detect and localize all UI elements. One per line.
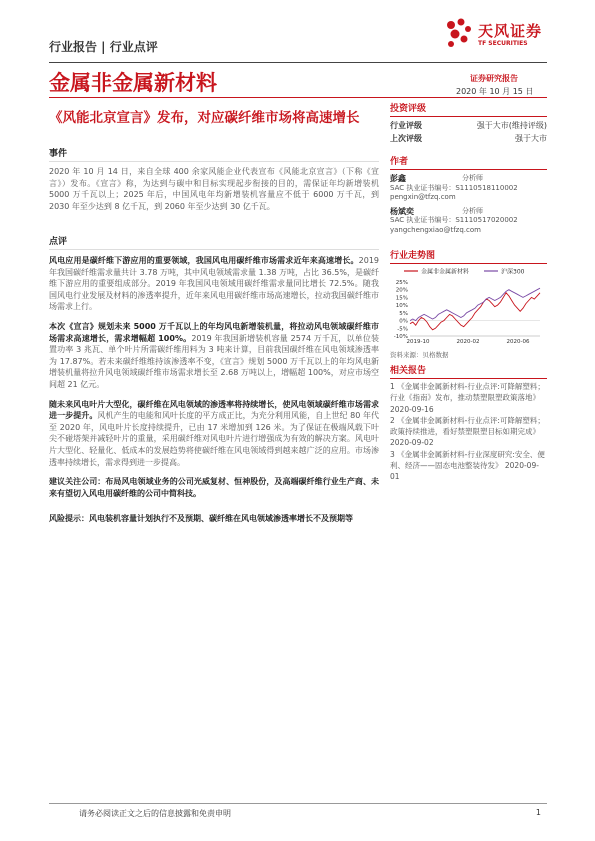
related-title: 相关报告 xyxy=(390,366,427,376)
comment-section xyxy=(49,234,379,525)
p3-text: 风机产生的电能和风叶长度的平方成正比，为充分利用风能，自上世纪 80 年代至 2020 年，风电叶片长度持续提升，已由 17 米增加到 126 米。为了保证在极端风载下叶尖不碰塔架并减轻叶片的重量，采用碳纤维对风电叶片进行增强成为有效的解决方案。风电叶片大型化、轻量化、低成本的发展趋势将使碳纤维在风电领域得到越来越广泛的应用。市场渗透率持续增长，需求得到进一步提高。 xyxy=(49,411,380,467)
rating-box xyxy=(390,101,547,145)
p3-bold: 随未来风电叶片大型化，碳纤维在风电领域的渗透率将持续增长，使风电领域碳纤维市场需求进一步提升。 xyxy=(49,399,379,421)
series-line xyxy=(410,288,540,320)
y-tick-label: -10% xyxy=(393,334,408,340)
previous-rating-row xyxy=(390,132,547,145)
comment-paragraph-4 xyxy=(49,476,379,499)
legend-label: 沪深300 xyxy=(501,268,525,276)
author-email[interactable]: pengxin@tfzq.com xyxy=(390,193,456,201)
author-name: 杨斌奕 xyxy=(390,206,414,216)
page-number: 1 xyxy=(535,808,541,817)
author-card xyxy=(390,174,547,203)
p1-text: 2019 年我国碳纤维需求量共计 3.78 万吨，其中风电领域需求量 1.38 万吨，占比 36.5%，是碳纤维下游应用的重要组成部分。2019 年我国风电领域用碳纤维需求量同比增长 72.5%。随我国风电行业发展及材料的渗透率提升，近年来风电用碳纤维市场高速增长，拉动我国碳纤维市场需求上行。 xyxy=(49,256,379,312)
y-tick-label: 15% xyxy=(395,295,408,302)
chart-title: 行业走势图 xyxy=(390,251,436,261)
comment-paragraph-3 xyxy=(49,399,379,469)
event-title: 事件 xyxy=(49,149,68,159)
footer-divider xyxy=(49,803,547,804)
legend-label: 金属非金属新材料 xyxy=(421,268,470,276)
related-item[interactable]: 2 《金属非金属新材料-行业点评:可降解塑料；政策持续推进，看好禁塑限塑目标如期完成》 2020-09-02 xyxy=(390,415,545,448)
authors-rule xyxy=(390,169,547,170)
headline: 《风能北京宣言》发布，对应碳纤维市场将高速增长 xyxy=(49,110,360,126)
logo-icon xyxy=(442,16,476,50)
risk-bold: 风险提示：风电装机容量计划执行不及预期、碳纤维在风电领域渗透率增长不及预期等 xyxy=(49,514,353,524)
author-cert: SAC 执业证书编号：S1110518110002 xyxy=(390,183,518,192)
x-tick-label: 2020-06 xyxy=(506,339,530,344)
rating-title: 投资评级 xyxy=(390,104,427,114)
series-line xyxy=(410,293,540,330)
author-card xyxy=(390,207,547,236)
comment-title: 点评 xyxy=(49,237,68,247)
authors-title: 作者 xyxy=(390,157,409,167)
title-divider xyxy=(49,97,547,98)
previous-rating-label: 上次评级 xyxy=(390,134,422,143)
risk-paragraph xyxy=(49,513,379,525)
related-item[interactable]: 1 《金属非金属新材料-行业点评:可降解塑料；行业《指南》发布，推动禁塑限塑政策落地》 2020-09-16 xyxy=(390,382,545,414)
rating-rule xyxy=(390,116,547,117)
logo-text: 天风证券 xyxy=(478,22,543,40)
related-reports xyxy=(390,363,547,483)
authors-box xyxy=(390,154,547,235)
y-tick-label: 5% xyxy=(399,310,408,317)
y-tick-label: 10% xyxy=(395,303,408,310)
industry-rating-row xyxy=(390,119,547,132)
y-tick-label: 20% xyxy=(395,287,408,294)
related-item[interactable]: 3 《金属非金属新材料-行业深度研究:安全、便利、经济——固态电池整装待发》 2020-09-01 xyxy=(390,449,545,482)
author-cert: SAC 执业证书编号：S1110517020002 xyxy=(390,216,518,224)
footer-disclaimer: 请务必阅读正文之后的信息披露和免责申明 xyxy=(79,809,231,818)
header-divider xyxy=(49,62,547,63)
y-tick-label: 0% xyxy=(399,318,408,325)
footer xyxy=(49,808,547,819)
industry-rating-label: 行业评级 xyxy=(390,121,422,130)
trend-chart-box xyxy=(390,248,547,359)
y-tick-label: -5% xyxy=(397,326,408,333)
comment-paragraph-1 xyxy=(49,255,379,313)
event-rule xyxy=(49,161,379,162)
related-rule xyxy=(390,378,547,379)
x-tick-label: 2020-02 xyxy=(456,339,480,344)
report-category: 行业报告 | 行业点评 xyxy=(49,40,158,54)
event-section xyxy=(49,146,379,212)
x-tick-label: 2019-10 xyxy=(406,339,430,344)
p4-bold: 建议关注公司：布局风电领域业务的公司光威复材、恒神股份，及高端碳纤维行业生产商、未来有望切入风电用碳纤维的公司中简科技。 xyxy=(49,477,379,498)
author-email[interactable]: yangchengxiao@tfzq.com xyxy=(390,225,481,234)
author-role: 分析师 xyxy=(462,206,483,215)
comment-paragraph-2 xyxy=(49,321,379,391)
logo-subtext: TF SECURITIES xyxy=(478,40,528,47)
report-type: 证券研究报告 xyxy=(470,74,518,83)
p2-bold: 本次《宣言》规划未来 5000 万千瓦以上的年均风电新增装机量，将拉动风电领域碳纤维市场需求高速增长，需求增幅超 100%。 xyxy=(49,321,379,343)
y-tick-label: 25% xyxy=(395,280,408,286)
event-paragraph: 2020 年 10 月 14 日，来自全球 400 余家风能企业代表宣布《风能北京宣言》（下称《宣言》）发布。《宣言》称，为达到与碳中和目标实现起步衔接的目的，需保证年均新增装机 5000 万千瓦以上；2025 年后，中国风电年均新增装机容量应不低于 6000 万千瓦，到 2030 年至少达到 8 亿千瓦，到 2060 年至少达到 30 亿千瓦。 xyxy=(49,167,379,211)
comment-rule xyxy=(49,249,379,250)
p1-bold: 风电应用是碳纤维下游应用的重要领域，我国风电用碳纤维市场需求近年来高速增长。 xyxy=(49,256,359,265)
sector-title: 金属非金属新材料 xyxy=(49,71,217,95)
trend-chart xyxy=(390,264,547,344)
industry-rating-value: 强于大市(维持评级) xyxy=(476,121,547,130)
p2-text: 2019 年我国新增装机容量 2574 万千瓦，以单位装置功率 3 兆瓦、单个叶片所需碳纤维用料为 3 吨来计算，目前我国碳纤维在风电领域渗透率为 17.87%。若未来碳纤维维持该渗透率不变，《宣言》规划 5000 万千瓦以上的年均风电新增装机量将拉升风电领域碳纤维市场需求增长至 2.68 万吨以上，增幅超 100%，对应市场空间超 21 亿元。 xyxy=(49,333,379,389)
author-name: 彭鑫 xyxy=(390,174,406,183)
previous-rating-value: 强于大市 xyxy=(515,134,547,143)
report-date: 2020 年 10 月 15 日 xyxy=(456,87,534,96)
chart-source: 资料来源：贝格数据 xyxy=(390,351,449,359)
author-role: 分析师 xyxy=(462,174,483,182)
